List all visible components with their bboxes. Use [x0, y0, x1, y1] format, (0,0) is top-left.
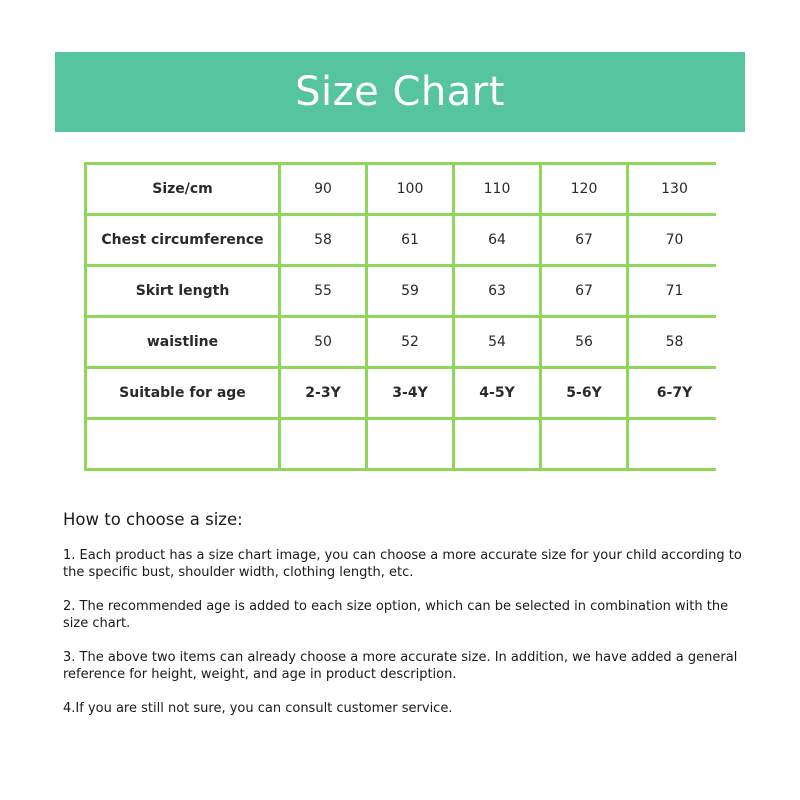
table-row-label: Suitable for age	[86, 368, 280, 419]
size-table	[84, 162, 716, 471]
table-cell: 2-3Y	[280, 368, 367, 419]
table-header-cell: 100	[367, 164, 454, 215]
table-header-cell: 90	[280, 164, 367, 215]
instructions-section	[63, 510, 753, 734]
table-empty-cell	[454, 419, 541, 470]
table-row-label: Skirt length	[86, 266, 280, 317]
table-cell: 55	[280, 266, 367, 317]
table-header-cell: 110	[454, 164, 541, 215]
table-row	[86, 368, 717, 419]
table-row	[86, 266, 717, 317]
table-cell: 50	[280, 317, 367, 368]
table-empty-cell	[367, 419, 454, 470]
table-row-label: waistline	[86, 317, 280, 368]
instructions-heading: How to choose a size:	[63, 510, 243, 529]
table-row-label: Chest circumference	[86, 215, 280, 266]
table-empty-row	[86, 419, 717, 470]
table-cell: 67	[541, 215, 628, 266]
table-cell: 58	[280, 215, 367, 266]
table-cell: 54	[454, 317, 541, 368]
table-cell: 56	[541, 317, 628, 368]
table-row	[86, 215, 717, 266]
table-empty-cell	[541, 419, 628, 470]
table-cell: 5-6Y	[541, 368, 628, 419]
table-cell: 71	[628, 266, 717, 317]
table-cell: 59	[367, 266, 454, 317]
table-empty-cell	[280, 419, 367, 470]
table-cell: 3-4Y	[367, 368, 454, 419]
table-cell: 52	[367, 317, 454, 368]
table-header-label: Size/cm	[86, 164, 280, 215]
instruction-tip: 3. The above two items can already choose a more accurate size. In addition, we have added a general reference for height, weight, and age in product description.	[63, 650, 738, 682]
table-cell: 64	[454, 215, 541, 266]
instruction-tip: 4.If you are still not sure, you can consult customer service.	[63, 701, 453, 716]
table-cell: 61	[367, 215, 454, 266]
instruction-tip: 2. The recommended age is added to each size option, which can be selected in combination with the size chart.	[63, 599, 729, 631]
table-header-cell: 120	[541, 164, 628, 215]
header-banner	[55, 52, 745, 132]
table-header-cell: 130	[628, 164, 717, 215]
size-table-container	[84, 162, 716, 494]
table-cell: 63	[454, 266, 541, 317]
table-cell: 58	[628, 317, 717, 368]
table-row	[86, 317, 717, 368]
page-title: Size Chart	[295, 69, 505, 115]
table-cell: 6-7Y	[628, 368, 717, 419]
table-empty-cell	[628, 419, 717, 470]
instruction-tip: 1. Each product has a size chart image, you can choose a more accurate size for your child according to the specific bust, shoulder width, clothing length, etc.	[63, 548, 742, 580]
table-empty-cell	[86, 419, 280, 470]
table-cell: 67	[541, 266, 628, 317]
table-header-row	[86, 164, 717, 215]
table-cell: 4-5Y	[454, 368, 541, 419]
table-cell: 70	[628, 215, 717, 266]
